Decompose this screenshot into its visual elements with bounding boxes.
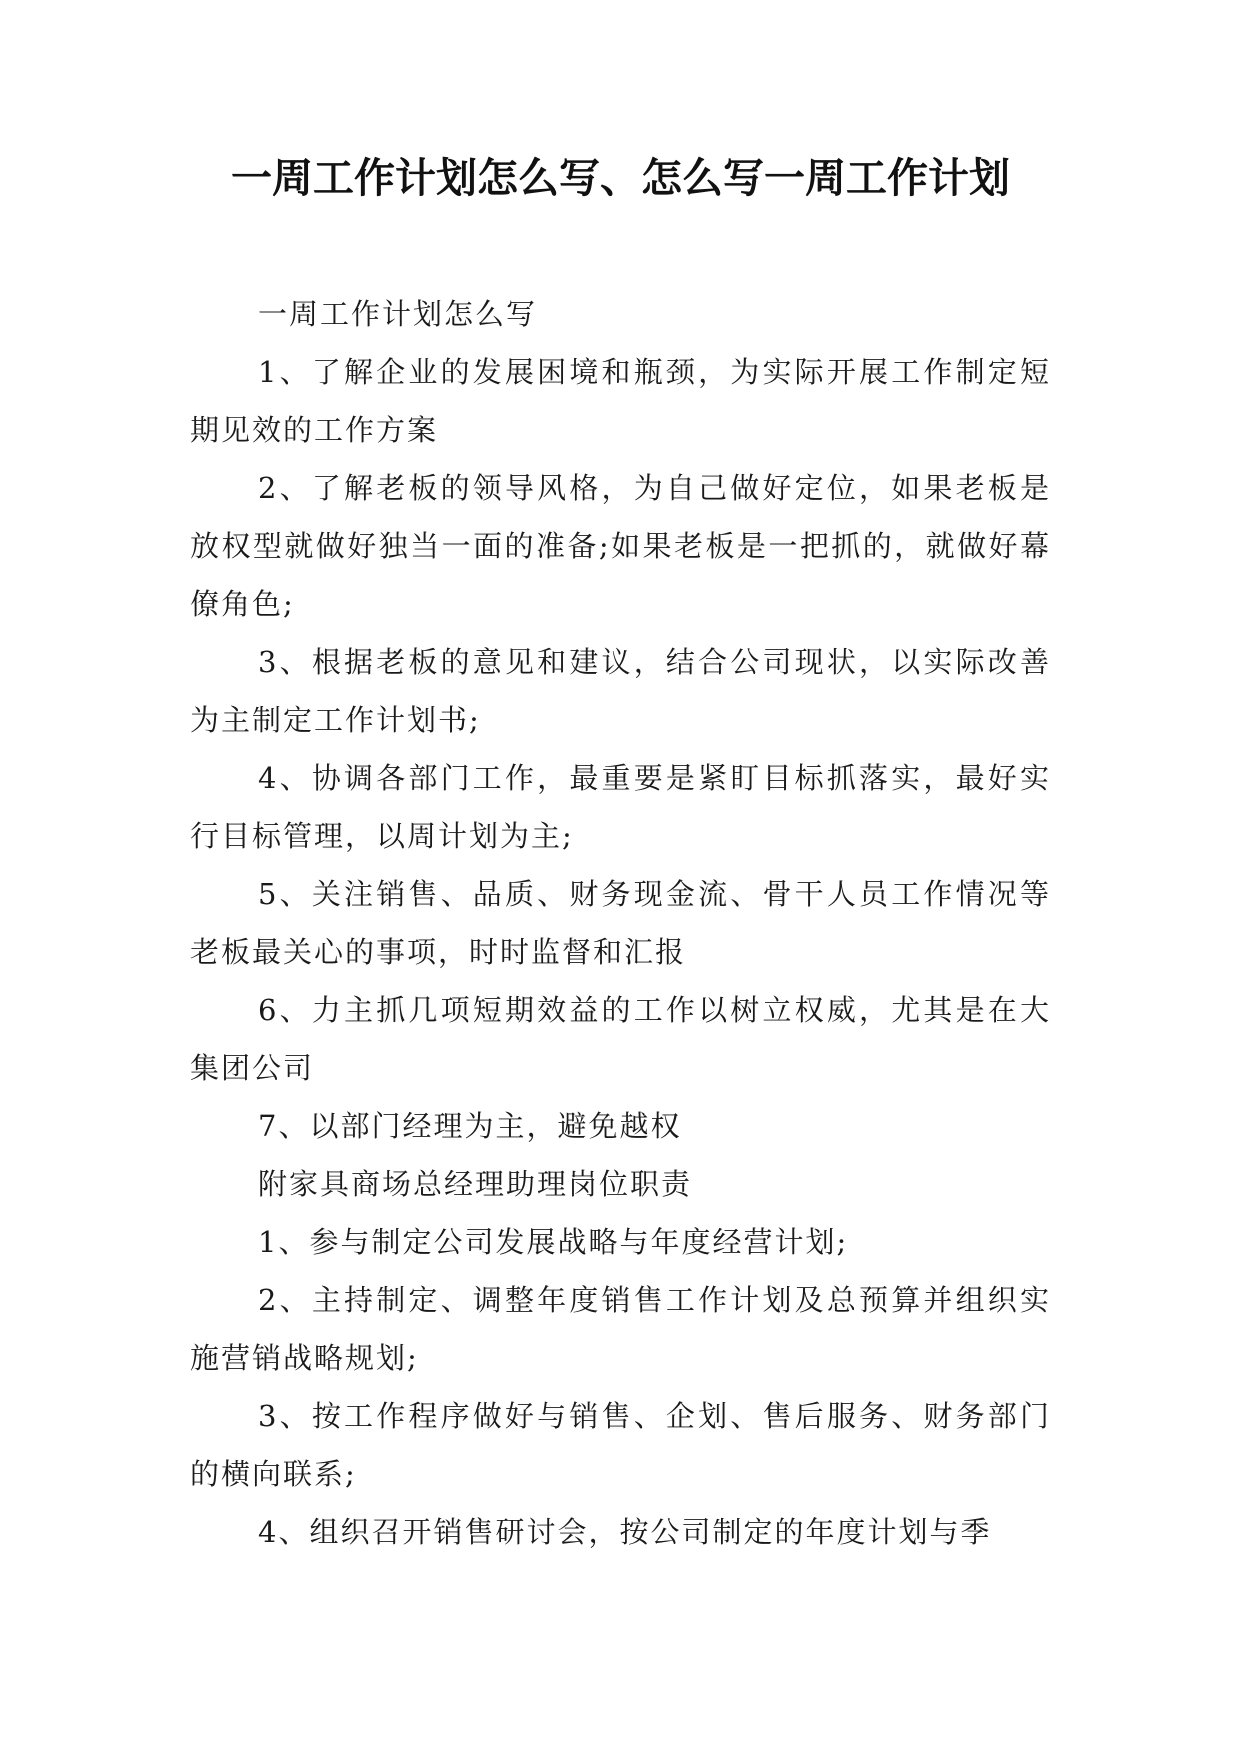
document-title: 一周工作计划怎么写、怎么写一周工作计划 xyxy=(231,154,1010,202)
paragraph: 6、力主抓几项短期效益的工作以树立权威，尤其是在大集团公司 xyxy=(190,993,1051,1085)
paragraph: 3、按工作程序做好与销售、企划、售后服务、财务部门的横向联系; xyxy=(190,1399,1051,1491)
paragraph: 4、协调各部门工作，最重要是紧盯目标抓落实，最好实行目标管理，以周计划为主; xyxy=(190,761,1051,853)
paragraph: 1、参与制定公司发展战略与年度经营计划; xyxy=(258,1225,849,1259)
paragraph: 4、组织召开销售研讨会，按公司制定的年度计划与季 xyxy=(258,1515,992,1549)
document-body xyxy=(190,285,1051,1561)
paragraph: 7、以部门经理为主，避免越权 xyxy=(258,1109,682,1143)
paragraph: 一周工作计划怎么写 xyxy=(258,297,538,331)
paragraph: 2、了解老板的领导风格，为自己做好定位，如果老板是放权型就做好独当一面的准备;如果老板是一把抓的，就做好幕僚角色; xyxy=(190,471,1051,621)
paragraph: 附家具商场总经理助理岗位职责 xyxy=(258,1167,693,1201)
paragraph: 5、关注销售、品质、财务现金流、骨干人员工作情况等老板最关心的事项，时时监督和汇报 xyxy=(190,877,1051,969)
paragraph: 1、了解企业的发展困境和瓶颈，为实际开展工作制定短期见效的工作方案 xyxy=(190,355,1051,447)
paragraph: 3、根据老板的意见和建议，结合公司现状，以实际改善为主制定工作计划书; xyxy=(190,645,1051,737)
paragraph: 2、主持制定、调整年度销售工作计划及总预算并组织实施营销战略规划; xyxy=(190,1283,1051,1375)
